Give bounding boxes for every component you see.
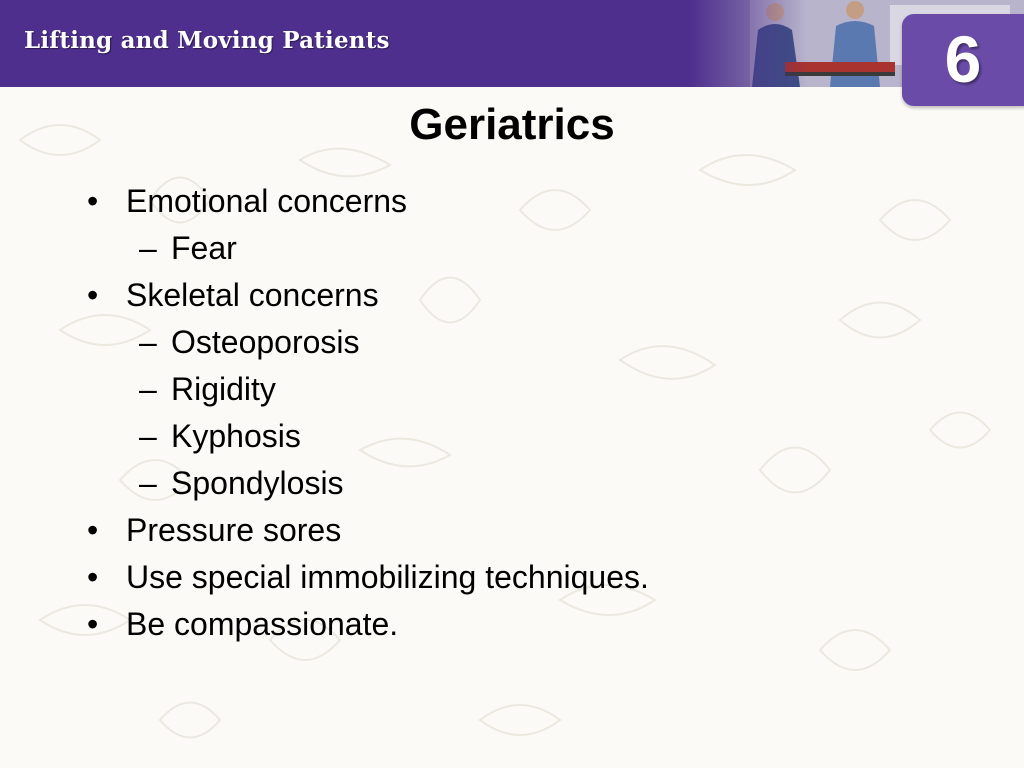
dash-marker: – xyxy=(139,324,157,360)
chapter-tab xyxy=(902,14,1024,106)
sub-bullet-item xyxy=(0,413,1024,460)
bullet-text: Emotional concerns xyxy=(126,183,408,219)
dash-marker: – xyxy=(139,371,157,407)
bullet-marker: • xyxy=(87,277,99,313)
sub-bullet-text: Osteoporosis xyxy=(171,324,360,360)
header-bar xyxy=(0,0,1024,87)
bullet-list xyxy=(0,178,1024,648)
dash-marker: – xyxy=(139,465,157,501)
bullet-item xyxy=(0,554,1024,601)
bullet-item xyxy=(0,507,1024,554)
sub-bullet-text: Fear xyxy=(171,230,237,266)
sub-bullet-text: Rigidity xyxy=(171,371,276,407)
bullet-text: Pressure sores xyxy=(126,512,342,548)
bullet-text: Be compassionate. xyxy=(126,606,399,642)
sub-bullet-item xyxy=(0,366,1024,413)
chapter-number: 6 xyxy=(944,22,982,96)
dash-marker: – xyxy=(139,230,157,266)
bullet-marker: • xyxy=(87,183,99,219)
sub-bullet-item xyxy=(0,460,1024,507)
bullet-text: Skeletal concerns xyxy=(126,277,379,313)
slide-title: Geriatrics xyxy=(409,100,615,149)
bullet-text: Use special immobilizing techniques. xyxy=(126,559,649,595)
sub-bullet-text: Kyphosis xyxy=(171,418,301,454)
bullet-item xyxy=(0,178,1024,225)
dash-marker: – xyxy=(139,418,157,454)
bullet-item xyxy=(0,601,1024,648)
sub-bullet-text: Spondylosis xyxy=(171,465,344,501)
sub-bullet-item xyxy=(0,225,1024,272)
course-title: Lifting and Moving Patients xyxy=(24,27,390,54)
bullet-marker: • xyxy=(87,559,99,595)
bullet-marker: • xyxy=(87,606,99,642)
sub-bullet-item xyxy=(0,319,1024,366)
bullet-item xyxy=(0,272,1024,319)
bullet-marker: • xyxy=(87,512,99,548)
